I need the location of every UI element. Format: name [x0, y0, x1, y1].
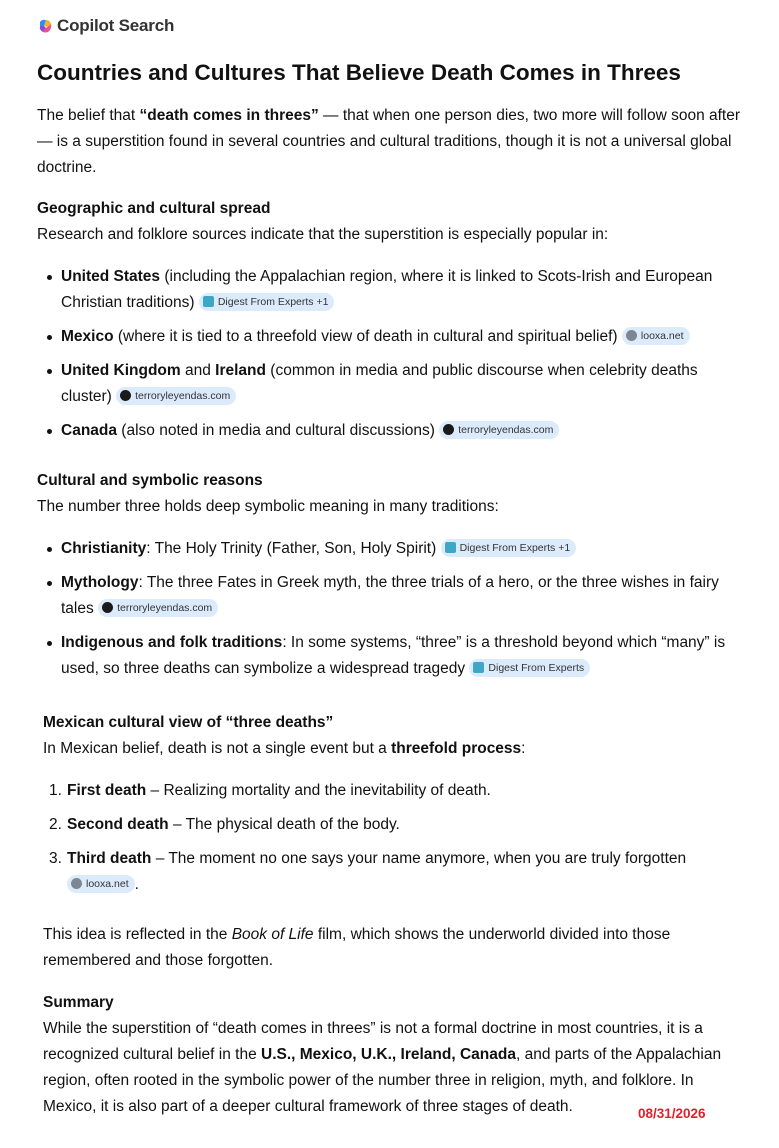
citation-chip[interactable]: terroryleyendas.com	[116, 387, 236, 405]
citation-chip[interactable]: terroryleyendas.com	[439, 421, 559, 439]
digest-icon	[203, 296, 214, 307]
list-item: Indigenous and folk traditions: In some systems, “three” is a threshold beyond which “many” is used, so three deaths can symbolize a widespread tragedy Digest From Experts	[37, 630, 749, 682]
summary-paragraph: While the superstition of “death comes in threes” is not a formal doctrine in most countries, it is a recognized cultural belief in the U.S., Mexico, U.K., Ireland, Canada, and parts of the Appalachian region, often rooted in the symbolic power of the number three in religion, myth, and folklore. In Mexico, it is also part of a deeper cultural framework of three stages of death.	[43, 1020, 722, 1115]
copilot-logo-icon	[37, 18, 53, 34]
book-paragraph: This idea is reflected in the Book of Life film, which shows the underworld divided into those remembered and those forgotten.	[43, 926, 671, 969]
intro-paragraph: The belief that “death comes in threes” — that when one person dies, two more will follow soon after — is a superstition found in several countries and cultural traditions, though it is not a universal global doctrine.	[37, 107, 741, 176]
symbolic-lead: The number three holds deep symbolic meaning in many traditions:	[37, 498, 499, 515]
citation-chip[interactable]: Digest From Experts +1	[441, 539, 577, 557]
summary-heading: Summary	[43, 994, 114, 1011]
geo-lead: Research and folklore sources indicate that the superstition is especially popular in:	[37, 226, 609, 243]
globe-icon	[71, 878, 82, 889]
digest-icon	[445, 542, 456, 553]
date-stamp: 08/31/2026	[638, 1106, 706, 1121]
citation-chip[interactable]: looxa.net	[67, 875, 135, 893]
citation-chip[interactable]: terroryleyendas.com	[98, 599, 218, 617]
brand-header[interactable]	[37, 16, 174, 36]
globe-icon	[626, 330, 637, 341]
terroryleyendas-icon	[102, 602, 113, 613]
citation-chip[interactable]: Digest From Experts	[469, 659, 590, 677]
list-item: Canada (also noted in media and cultural discussions) terroryleyendas.com	[37, 418, 749, 444]
geo-heading: Geographic and cultural spread	[37, 200, 271, 217]
list-item: 2. Second death – The physical death of the body.	[49, 816, 400, 833]
list-item: 1. First death – Realizing mortality and the inevitability of death.	[49, 782, 491, 799]
list-item: 3. Third death – The moment no one says your name anymore, when you are truly forgotten looxa.net .	[49, 850, 687, 893]
list-item: Mythology: The three Fates in Greek myth, the three trials of a hero, or the three wishes in fairy tales terroryleyendas.com	[37, 570, 749, 622]
list-item: Christianity: The Holy Trinity (Father, Son, Holy Spirit) Digest From Experts +1	[37, 536, 749, 562]
page-title: Countries and Cultures That Believe Death Comes in Threes	[37, 60, 681, 85]
terroryleyendas-icon	[120, 390, 131, 401]
geo-list	[37, 264, 749, 444]
symbolic-list	[37, 536, 749, 682]
citation-chip[interactable]: looxa.net	[622, 327, 690, 345]
terroryleyendas-icon	[443, 424, 454, 435]
mexican-list	[43, 778, 749, 898]
digest-icon	[473, 662, 484, 673]
brand-name: Copilot Search	[57, 16, 175, 35]
list-item: United States (including the Appalachian region, where it is linked to Scots-Irish and European Christian traditions) Digest From Experts +1	[37, 264, 749, 316]
mexican-heading: Mexican cultural view of “three deaths”	[43, 714, 334, 731]
symbolic-heading: Cultural and symbolic reasons	[37, 472, 263, 489]
mexican-lead: In Mexican belief, death is not a single event but a threefold process:	[43, 740, 526, 757]
list-item: United Kingdom and Ireland (common in media and public discourse when celebrity deaths cluster) terroryleyendas.com	[37, 358, 749, 410]
citation-chip[interactable]: Digest From Experts +1	[199, 293, 335, 311]
list-item: Mexico (where it is tied to a threefold view of death in cultural and spiritual belief) looxa.net	[37, 324, 749, 350]
